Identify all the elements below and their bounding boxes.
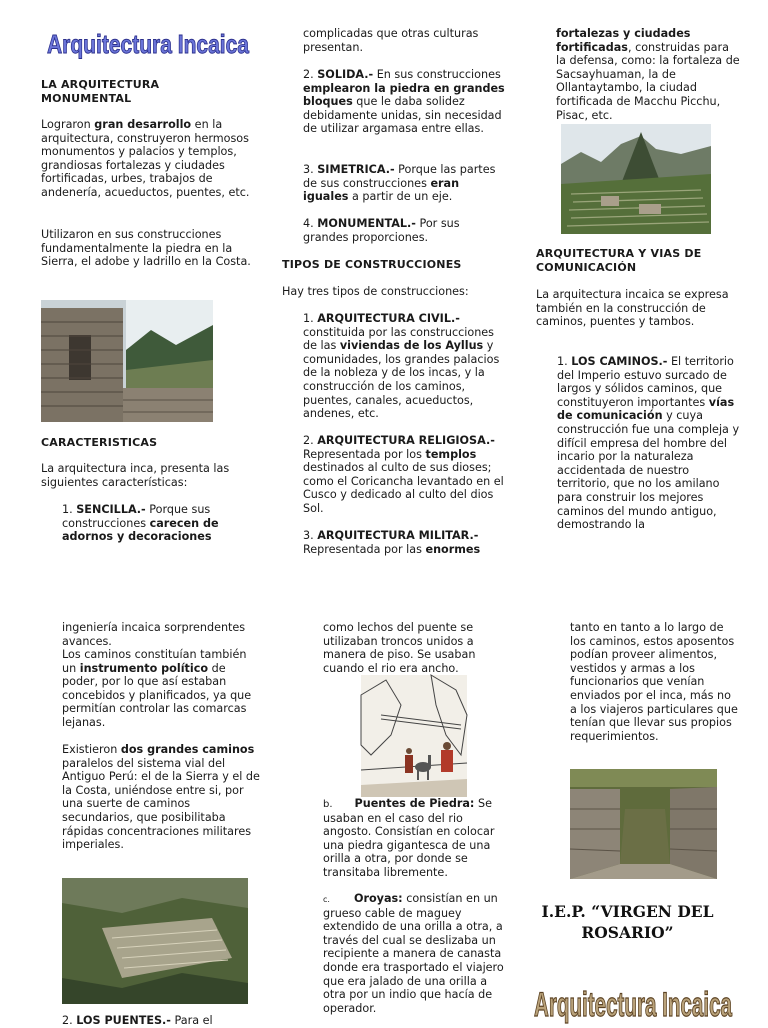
logo-bottom (531, 978, 735, 1024)
list-item-oroyas: c. Oroyas: consistían en un grueso cable de maguey extendido de una orilla a otra, a través del cual se deslizaba un recipiente a manera de canasta donde era trasportado el viajero que era jalado de una orilla a otra por un indio que hacía de operador. (323, 892, 504, 1015)
list-item-monumental: 4. MONUMENTAL.- Por sus grandes proporciones. (303, 217, 460, 244)
logo-bottom-text: Arquitectura Incaica (534, 986, 733, 1024)
list-item-puentes: 2. LOS PUENTES.- Para el (62, 1014, 213, 1027)
heading-monumental: LA ARQUITECTURA MONUMENTAL (41, 78, 160, 105)
paragraph-instrumento: Los caminos constituían también un instrumento político de poder, por lo que así estaban concebidos y planificados, ya que permitían controlar las comarcas lejanas. (62, 648, 252, 729)
heading-vias: ARQUITECTURA Y VIAS DE COMUNICACIÓN (536, 247, 702, 274)
list-item-religiosa: 2. ARQUITECTURA RELIGIOSA.- Representada por los templos destinados al culto de sus dioses; como el Coricancha levantado en el Cusco y dedicado al culto del dios Sol. (303, 434, 504, 515)
photo-machu-picchu (561, 124, 711, 234)
paragraph-continuacion: complicadas que otras culturas presentan. (303, 27, 479, 54)
photo-stone-path (570, 769, 717, 879)
list-item-simetrica: 3. SIMETRICA.- Porque las partes de sus construcciones eran iguales a partir de un eje. (303, 163, 496, 204)
paragraph-tipos: Hay tres tipos de construcciones: (282, 285, 469, 298)
photo-aerial-terraces (62, 878, 248, 1004)
logo-top (44, 26, 254, 62)
paragraph-logros: Lograron gran desarrollo en la arquitectura, construyeron hermosos monumentos y palacios y templos, grandiosas fortalezas y ciudades fortificadas, urbes, trabajos de andenería, acueductos, puentes, etc. (41, 118, 250, 199)
school-name: I.E.P. “VIRGEN DEL ROSARIO” (541, 902, 714, 942)
list-item-puentes-piedra: b. Puentes de Piedra: Se usaban en el caso del rio angosto. Consistían en colocar una piedra gigantesca de una orilla a otra, por donde se transitaba libremente. (323, 797, 495, 879)
paragraph-aposentos: tanto en tanto a lo largo de los caminos, estos aposentos podían proveer alimentos, vestidos y armas a los funcionarios que venían enviados por el inca, más no a los viajeros particulares que tenían que llevar sus propios requerimientos. (570, 621, 738, 743)
list-item-solida: 2. SOLIDA.- En sus construcciones emplearon la piedra en grandes bloques que le daba solidez debidamente unidas, sin necesidad de utilizar argamasa entre ellas. (303, 68, 505, 136)
paragraph-troncos: como lechos del puente se utilizaban troncos unidos a manera de piso. Se usaban cuando el rio era ancho. (323, 621, 476, 675)
list-item-sencilla: 1. SENCILLA.- Porque sus construcciones carecen de adornos y decoraciones (62, 503, 219, 544)
paragraph-caracteristicas: La arquitectura inca, presenta las siguientes características: (41, 462, 230, 489)
list-item-civil: 1. ARQUITECTURA CIVIL.- constituida por las construcciones de las viviendas de los Ayllus y comunidades, los grandes palacios de la nobleza y de los incas, y la construcción de los caminos, puentes, canales, acueductos, andenes, etc. (303, 312, 500, 421)
paragraph-fortalezas: fortalezas y ciudades fortificadas, construidas para la defensa, como: la fortaleza de Sacsayhuaman, la de Ollantaytambo, la ciudad fortificada de Macchu Picchu, Pisac, etc. (556, 27, 740, 122)
heading-tipos: TIPOS DE CONSTRUCCIONES (282, 258, 462, 271)
illustration-bridge-llamas (361, 675, 467, 797)
heading-caracteristicas: CARACTERISTICAS (41, 436, 158, 449)
paragraph-dos-caminos: Existieron dos grandes caminos paralelos del sistema vial del Antiguo Perú: el de la Sierra y el de la Costa, uniéndose entre si, por una suerte de caminos secundarios, que posibilitaba rápidas concentraciones militares imperiales. (62, 743, 260, 852)
paragraph-vias: La arquitectura incaica se expresa también en la construcción de caminos, puentes y tambos. (536, 288, 729, 329)
paragraph-ingenieria: ingeniería incaica sorprendentes avances. (62, 621, 246, 648)
paragraph-materiales: Utilizaron en sus construcciones fundamentalmente la piedra en la Sierra, el adobe y ladrillo en la Costa. (41, 228, 251, 269)
list-item-caminos: 1. LOS CAMINOS.- El territorio del Imperio estuvo surcado de largos y sólidos caminos, que constituyeron importantes vías de comunicación y cuya construcción fue una compleja y difícil empresa del hombre del incario por la naturaleza accidentada de nuestro territorio, que no los amilano para construir los mejores caminos del mundo antiguo, demostrando la (557, 355, 740, 532)
photo-stone-ruins (41, 300, 213, 422)
logo-top-text: Arquitectura Incaica (47, 29, 250, 59)
list-item-militar: 3. ARQUITECTURA MILITAR.- Representada por las enormes (303, 529, 481, 556)
